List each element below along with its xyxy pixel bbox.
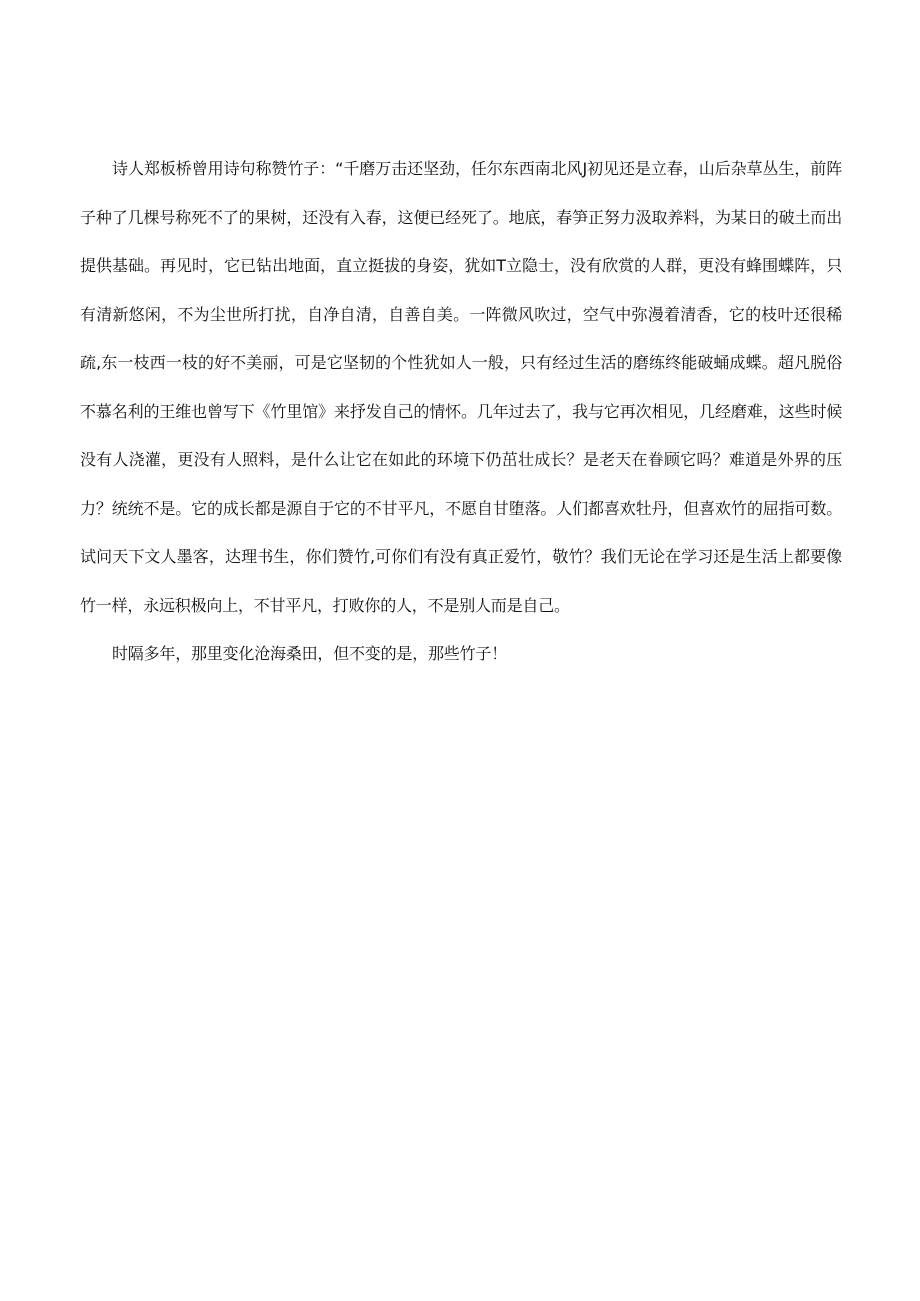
essay-body [80, 145, 842, 679]
essay-paragraph-2: 时隔多年，那里变化沧海桑田，但不变的是，那些竹子！ [112, 644, 508, 663]
essay-paragraph-1: 诗人郑板桥曾用诗句称赞竹子：“千磨万击还坚劲，任尔东西南北风J初见还是立春，山后杂草丛生，前阵子种了几棵号称死不了的果树，还没有入春，这便已经死了。地底，春笋正努力汲取养料，为某日的破土而出提供基础。再见时，它已钻出地面，直立挺拔的身姿，犹如T立隐士，没有欣赏的人群，更没有蜂围蝶阵，只有清新悠闲，不为尘世所打扰，自净自清，自善自美。一阵微风吹过，空气中弥漫着清香，它的枝叶还很稀疏,东一枝西一枝的好不美丽，可是它坚韧的个性犹如人一般，只有经过生活的磨练终能破蛹成蝶。超凡脱俗不慕名利的王维也曾写下《竹里馆》来抒发自己的情怀。几年过去了，我与它再次相见，几经磨难，这些时候没有人浇灌，更没有人照料，是什么让它在如此的环境下仍茁壮成长？是老天在眷顾它吗？难道是外界的压力？统统不是。它的成长都是源自于它的不甘平凡，不愿自甘堕落。人们都喜欢牡丹，但喜欢竹的屈指可数。试问天下文人墨客，达理书生，你们赞竹,可你们有没有真正爱竹，敬竹？我们无论在学习还是生活上都要像竹一样，永远积极向上，不甘平凡，打败你的人，不是别人而是自己。 [80, 159, 842, 615]
